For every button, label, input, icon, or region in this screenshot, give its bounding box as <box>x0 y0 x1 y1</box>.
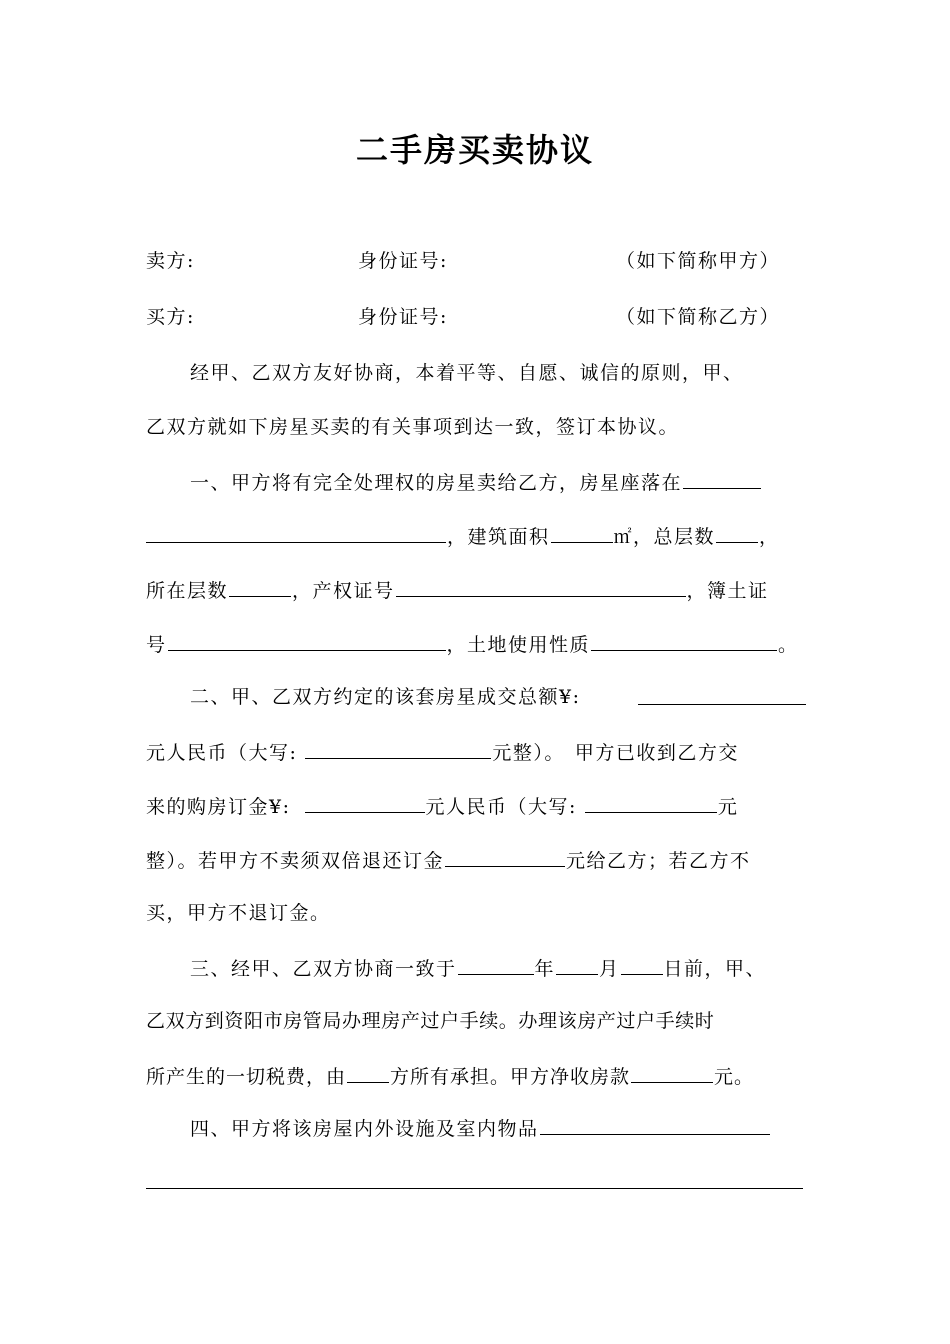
month-label: 月 <box>599 958 620 980</box>
rmb-caps-label: 元人民币（大写: <box>146 742 298 764</box>
total-price-label: 二、甲、乙双方约定的该套房星成交总额¥: <box>190 686 581 708</box>
clause1-line-4 <box>146 628 806 658</box>
seller-id-label: 身份证号: <box>358 250 448 272</box>
land-use-field[interactable] <box>591 628 777 651</box>
month-field[interactable] <box>556 952 598 975</box>
intro-line-2: 乙双方就如下房星买卖的有关事项到达一致，签订本协议。 <box>146 416 680 438</box>
clause1-line-2 <box>146 520 806 550</box>
total-price-caps-field[interactable] <box>305 736 491 759</box>
location-field[interactable] <box>683 466 761 489</box>
floor-label: 所在层数 <box>146 580 229 602</box>
document-title: 二手房买卖协议 <box>355 131 594 169</box>
facilities-text: 四、甲方将该房屋内外设施及室内物品 <box>190 1118 539 1140</box>
land-cert-label: ，簿土证 <box>686 580 769 602</box>
floor-field[interactable] <box>229 574 291 597</box>
clause4-line-1 <box>146 1112 806 1142</box>
buyer-row <box>146 302 806 332</box>
net-price-field[interactable] <box>631 1060 713 1083</box>
land-use-label: ，土地使用性质 <box>446 634 591 656</box>
facilities-field-cont[interactable] <box>146 1188 803 1189</box>
refund-field[interactable] <box>445 844 565 867</box>
clause2-line-5: 买，甲方不退订金。 <box>146 902 331 924</box>
deposit-received-text: 甲方已收到乙方交 <box>574 742 739 764</box>
deposit-caps-field[interactable] <box>585 790 717 813</box>
buyer-label: 买方: <box>146 306 195 328</box>
location-field-cont[interactable] <box>146 520 446 543</box>
facilities-field[interactable] <box>540 1112 770 1135</box>
double-refund-text: 整）。若甲方不卖须双倍退还订金 <box>146 850 445 872</box>
clause2-line-1 <box>146 682 806 712</box>
land-cert-field[interactable] <box>168 628 446 651</box>
agreed-date-text: 三、经甲、乙双方协商一致于 <box>190 958 457 980</box>
total-price-field[interactable] <box>638 682 806 705</box>
deed-field[interactable] <box>396 574 686 597</box>
sqm-unit: ㎡ <box>613 527 634 548</box>
buyer-id-label: 身份证号: <box>358 306 448 328</box>
clause3-line-1 <box>146 952 806 982</box>
intro-line-1: 经甲、乙双方友好协商，本着平等、自愿、诚信的原则，甲、 <box>190 362 744 384</box>
clause1-text-1: 一、甲方将有完全处理权的房星卖给乙方，房星座落在 <box>190 472 683 494</box>
buyer-note: （如下简称乙方） <box>616 306 781 328</box>
clause3-line-2: 乙双方到资阳市房管局办理房产过户手续。办理该房产过户手续时 <box>146 1010 715 1032</box>
year-field[interactable] <box>458 952 534 975</box>
number-label: 号 <box>146 634 167 656</box>
total-floors-label: ，总层数 <box>633 526 716 548</box>
yuan-whole: 元整）。 <box>492 742 565 764</box>
tax-text: 所产生的一切税费，由 <box>146 1066 347 1088</box>
clause3-line-3 <box>146 1060 806 1090</box>
clause1-line-3 <box>146 574 806 604</box>
day-field[interactable] <box>621 952 663 975</box>
clause1-line-1 <box>146 466 806 496</box>
clause2-line-2 <box>146 736 806 766</box>
clause2-line-3 <box>146 790 806 820</box>
seller-row <box>146 246 806 276</box>
period: 。 <box>778 634 799 656</box>
deed-label: ，产权证号 <box>292 580 395 602</box>
deposit-caps-label: 元人民币（大写: <box>425 796 577 818</box>
area-label: ，建筑面积 <box>447 526 550 548</box>
yuan: 元 <box>717 796 739 818</box>
clause2-line-4 <box>146 844 806 874</box>
area-field[interactable] <box>551 520 613 543</box>
year-label: 年 <box>534 958 556 980</box>
yuan-end: 元。 <box>714 1066 755 1088</box>
net-price-text: 方所有承担。甲方净收房款 <box>390 1066 631 1088</box>
comma: ， <box>759 526 780 548</box>
refund-tail-text: 元给乙方；若乙方不 <box>566 850 751 872</box>
total-floors-field[interactable] <box>716 520 758 543</box>
deposit-field[interactable] <box>305 790 425 813</box>
day-label: 日前，甲、 <box>663 958 767 980</box>
deposit-label: 来的购房订金¥: <box>146 796 291 818</box>
seller-label: 卖方: <box>146 250 195 272</box>
seller-note: （如下简称甲方） <box>616 250 781 272</box>
tax-party-field[interactable] <box>347 1060 389 1083</box>
